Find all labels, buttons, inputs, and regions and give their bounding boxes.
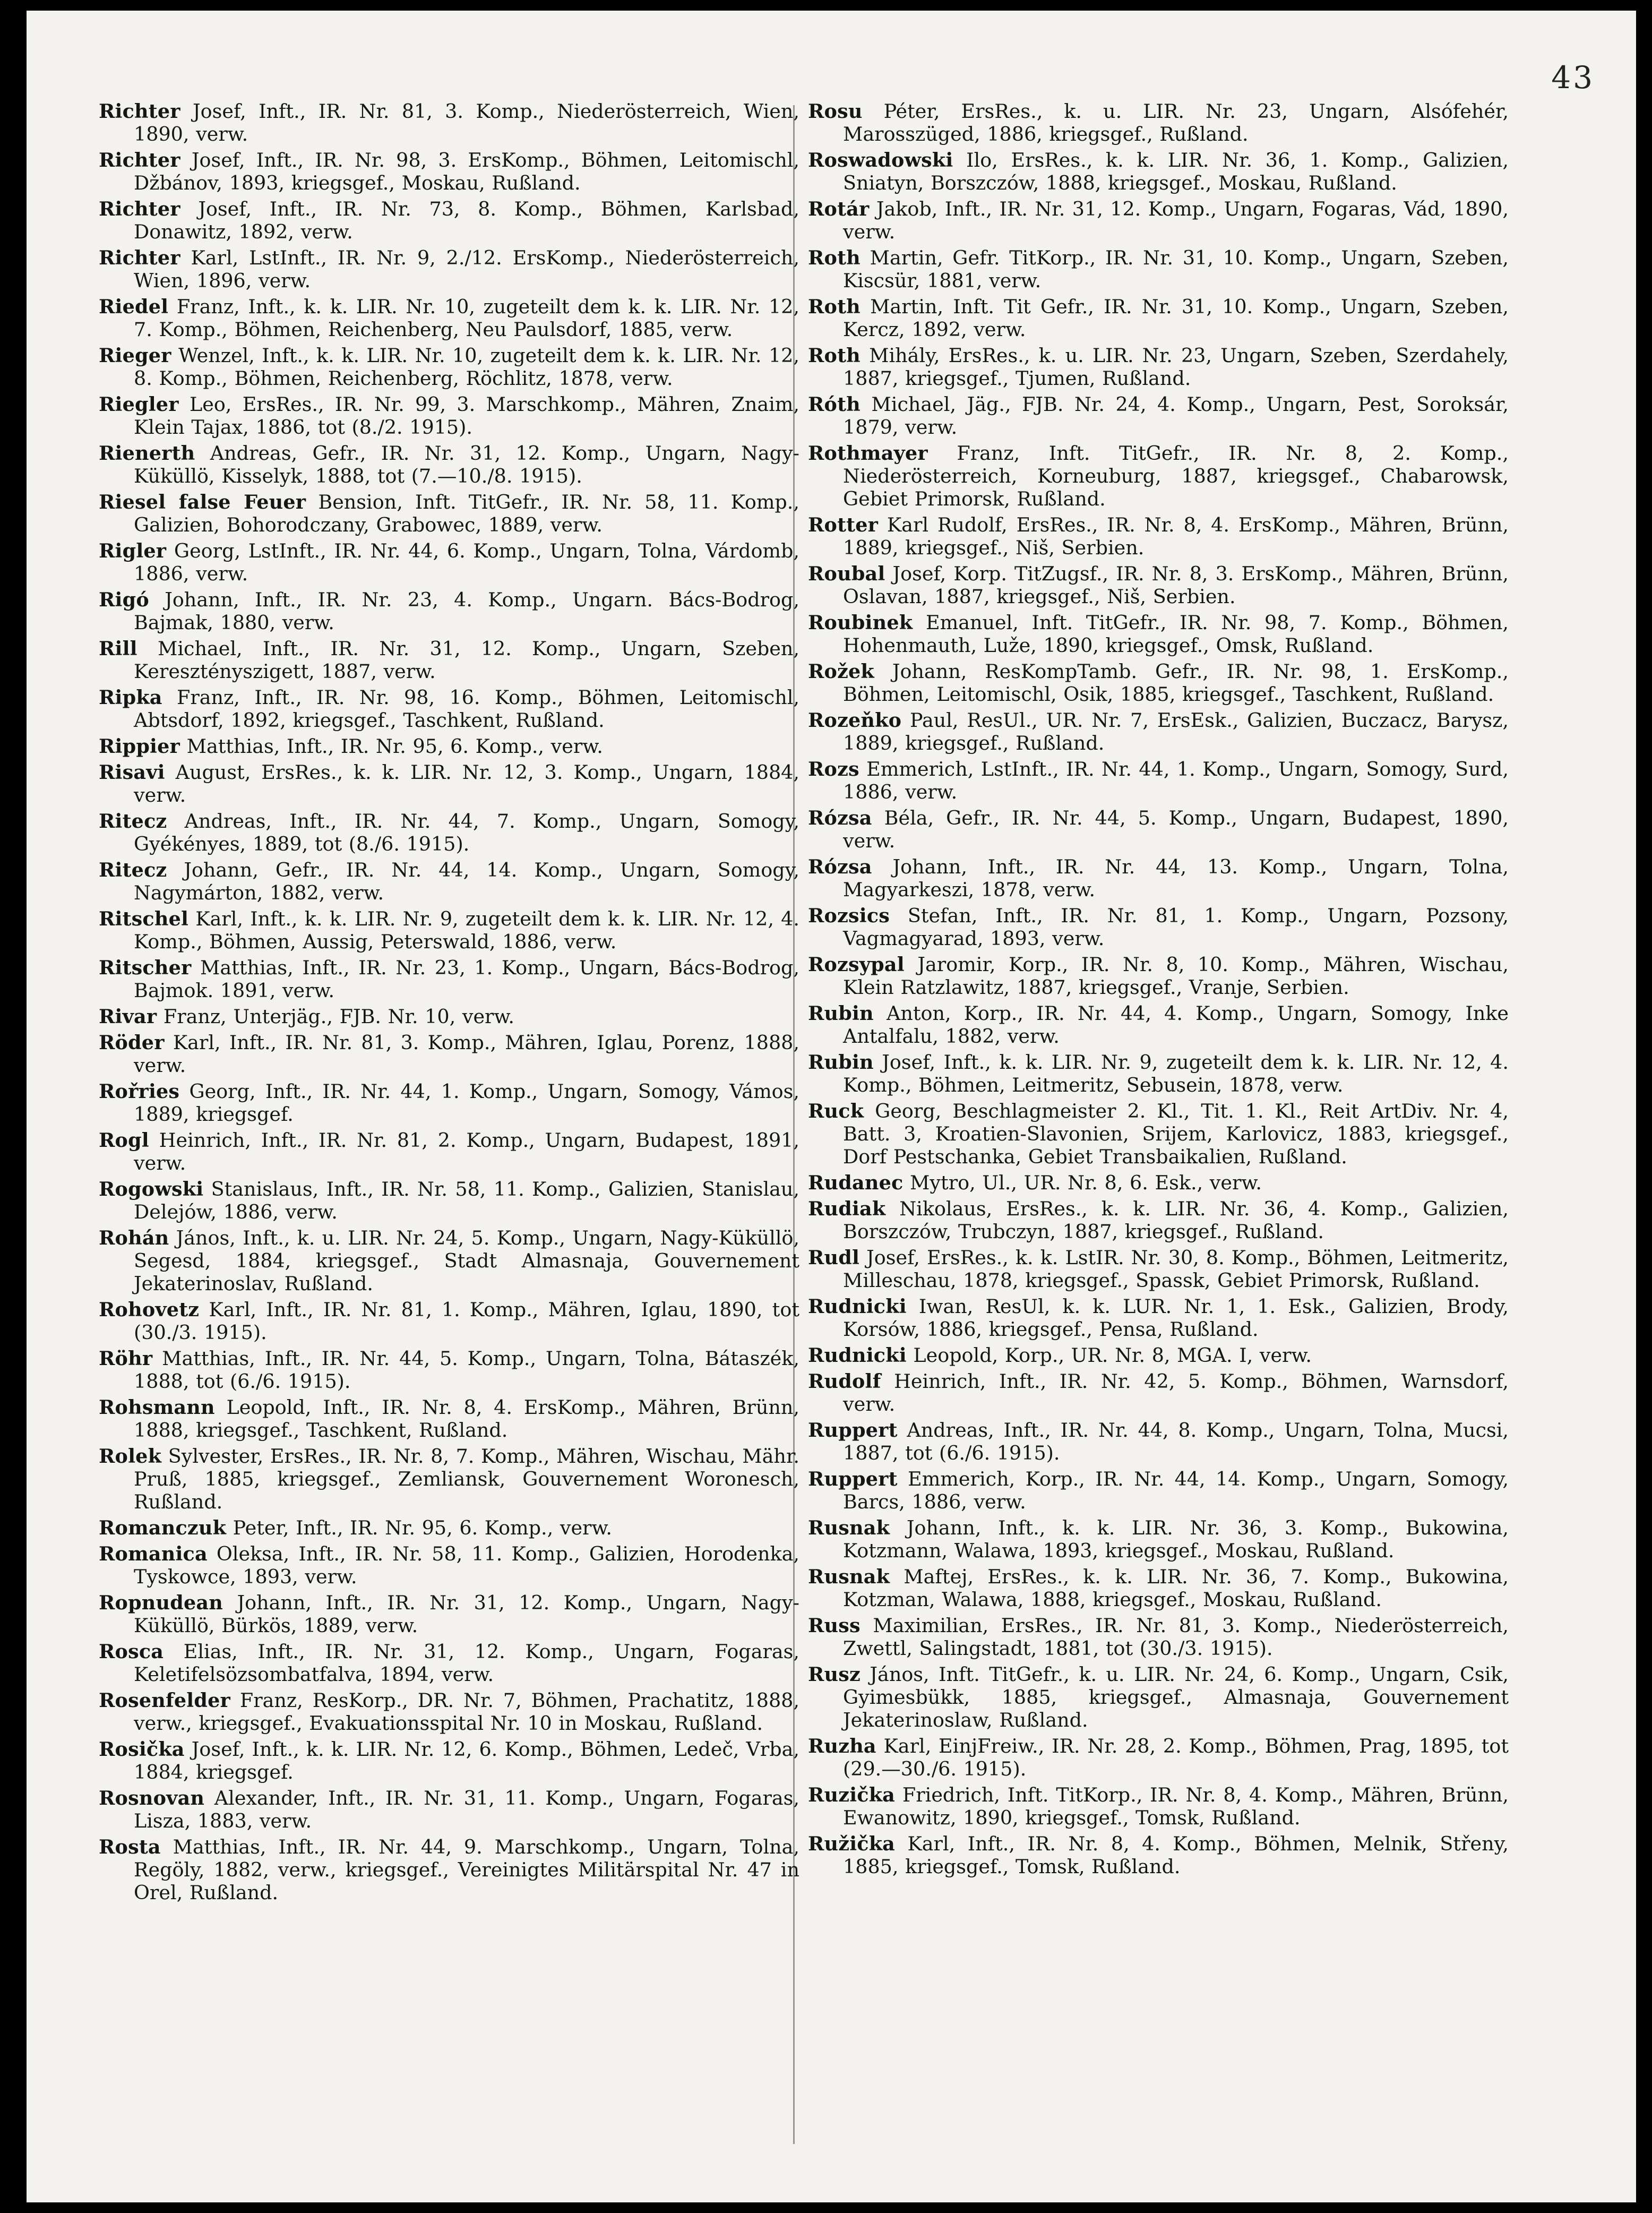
entry-surname: Ruzička [808,1783,896,1806]
entry-surname: Ritscher [99,956,192,979]
entry-surname: Ritecz [99,810,167,833]
entry-surname: Riedel [99,295,169,318]
entry-surname: Rosička [99,1738,185,1761]
entry-surname: Roth [808,246,861,269]
entry-surname: Rosta [99,1835,161,1858]
list-entry [99,1080,799,1126]
entry-details: Emmerich, LstInft., IR. Nr. 44, 1. Komp., Ungarn, Somogy, Surd, 1886, verw. [843,758,1509,803]
entry-details: Karl, EinjFreiw., IR. Nr. 28, 2. Komp., Böhmen, Prag, 1895, tot (29.—30./6. 1915). [843,1735,1509,1780]
list-entry [808,1002,1509,1048]
entry-surname: Róth [808,393,861,416]
list-entry [99,246,799,292]
entry-surname: Roth [808,344,861,367]
entry-surname: Richter [99,198,180,220]
entry-details: Mihály, ErsRes., k. u. LIR. Nr. 23, Ungarn, Szeben, Szerdahely, 1887, kriegsgef., Tjumen, Rußland. [843,344,1509,390]
entry-surname: Rudanec [808,1171,904,1194]
list-entry [99,1178,799,1223]
entry-surname: Roubal [808,562,885,585]
list-entry [808,100,1509,145]
right-column [808,100,1509,2160]
entry-details: Oleksa, Inft., IR. Nr. 58, 11. Komp., Galizien, Horodenka, Tyskowce, 1893, verw. [134,1542,799,1588]
list-entry [808,807,1509,852]
list-entry [99,1591,799,1637]
entry-surname: Roswadowski [808,149,953,171]
entry-details: Josef, Inft., IR. Nr. 73, 8. Komp., Böhmen, Karlsbad, Donawitz, 1892, verw. [134,198,799,243]
entry-surname: Ripka [99,686,162,709]
entry-surname: Röder [99,1031,165,1054]
list-entry [99,1542,799,1588]
entry-details: Johann, ResKompTamb. Gefr., IR. Nr. 98, 1. ErsKomp., Böhmen, Leitomischl, Osik, 1885, kriegsgef., Taschkent, Rußland. [843,660,1509,706]
entry-details: Andreas, Inft., IR. Nr. 44, 8. Komp., Ungarn, Tolna, Mucsi, 1887, tot (6./6. 1915). [843,1419,1509,1464]
entry-surname: Riesel false Feuer [99,491,306,513]
entry-details: Franz, Inft. TitGefr., IR. Nr. 8, 2. Komp., Niederösterreich, Korneuburg, 1887, kriegsgef., Chabarowsk, Gebiet Primorsk, Rußland. [843,442,1509,510]
entry-surname: Ruck [808,1100,864,1122]
entry-surname: Richter [99,149,180,171]
entry-details: Jaromir, Korp., IR. Nr. 8, 10. Komp., Mähren, Wischau, Klein Ratzlawitz, 1887, kriegsgef., Vranje, Serbien. [843,953,1509,999]
entry-surname: Rigó [99,588,149,611]
entry-surname: Riegler [99,393,179,416]
list-entry [808,1100,1509,1168]
list-entry [808,1246,1509,1292]
list-entry [808,611,1509,657]
entry-surname: Rogowski [99,1178,204,1200]
entry-surname: Rothmayer [808,442,928,465]
entry-details: Béla, Gefr., IR. Nr. 44, 5. Komp., Ungarn, Budapest, 1890, verw. [843,807,1509,852]
entry-details: Martin, Inft. Tit Gefr., IR. Nr. 31, 10. Komp., Ungarn, Szeben, Kercz, 1892, verw. [843,295,1509,341]
entry-details: Maximilian, ErsRes., IR. Nr. 81, 3. Komp., Niederösterreich, Zwettl, Salingstadt, 1881, tot (30./3. 1915). [843,1614,1509,1660]
entry-details: Jakob, Inft., IR. Nr. 31, 12. Komp., Ungarn, Fogaras, Vád, 1890, verw. [843,198,1509,243]
list-entry [808,393,1509,439]
entry-surname: Rozsics [808,904,890,927]
entry-surname: Rózsa [808,807,872,829]
list-entry [99,859,799,904]
list-entry [808,1516,1509,1562]
entry-details: János, Inft., k. u. LIR. Nr. 24, 5. Komp., Ungarn, Nagy-Küküllö, Segesd, 1884, kriegsgef., Stadt Almasnaja, Gouvernement Jekaterinoslav, Rußland. [134,1226,799,1295]
entry-surname: Risavi [99,761,165,784]
entry-details: Matthias, Inft., IR. Nr. 44, 9. Marschkomp., Ungarn, Tolna, Regöly, 1882, verw., kriegsgef., Vereinigtes Militärspital Nr. 47 in Orel, Rußland. [134,1835,799,1904]
entry-surname: Rohsmann [99,1396,215,1419]
entry-surname: Rusnak [808,1565,890,1588]
list-entry [99,295,799,341]
list-entry [99,1787,799,1832]
entry-details: Johann, Inft., k. k. LIR. Nr. 36, 3. Komp., Bukowina, Kotzmann, Walawa, 1893, kriegsgef., Moskau, Rußland. [843,1516,1509,1562]
list-entry [808,1344,1509,1367]
entry-details: Michael, Jäg., FJB. Nr. 24, 4. Komp., Ungarn, Pest, Soroksár, 1879, verw. [843,393,1509,439]
entry-surname: Rippier [99,735,180,758]
entry-details: Martin, Gefr. TitKorp., IR. Nr. 31, 10. Komp., Ungarn, Szeben, Kiscsür, 1881, verw. [843,246,1509,292]
entry-surname: Rosenfelder [99,1689,230,1712]
entry-surname: Rieger [99,344,171,367]
list-entry [808,149,1509,194]
entry-surname: Richter [99,246,180,269]
entry-surname: Rožek [808,660,874,683]
entry-details: Leopold, Inft., IR. Nr. 8, 4. ErsKomp., Mähren, Brünn, 1888, kriegsgef., Taschkent, Rußland. [134,1396,799,1442]
entry-surname: Rosca [99,1640,164,1663]
entry-details: Franz, ResKorp., DR. Nr. 7, Böhmen, Prachatitz, 1888, verw., kriegsgef., Evakuationsspital Nr. 10 in Moskau, Rußland. [134,1689,799,1735]
entry-details: Georg, Inft., IR. Nr. 44, 1. Komp., Ungarn, Somogy, Vámos, 1889, kriegsgef. [134,1080,799,1126]
entry-surname: Romanczuk [99,1516,227,1539]
list-entry [99,491,799,536]
list-entry [99,1129,799,1174]
entry-details: Josef, Inft., IR. Nr. 81, 3. Komp., Niederösterreich, Wien, 1890, verw. [134,100,799,145]
entry-details: Nikolaus, ErsRes., k. k. LIR. Nr. 36, 4. Komp., Galizien, Borszczów, Trubczyn, 1887, kriegsgef., Rußland. [843,1197,1509,1243]
entry-details: Stefan, Inft., IR. Nr. 81, 1. Komp., Ungarn, Pozsony, Vagmagyarad, 1893, verw. [843,904,1509,950]
entry-surname: Ružička [808,1832,896,1855]
entry-surname: Rudolf [808,1370,881,1393]
list-entry [808,709,1509,754]
entry-details: Maftej, ErsRes., k. k. LIR. Nr. 36, 7. Komp., Bukowina, Kotzman, Walawa, 1888, kriegsgef., Moskau, Rußland. [843,1565,1509,1611]
entry-details: Franz, Unterjäg., FJB. Nr. 10, verw. [157,1005,515,1028]
entry-details: János, Inft. TitGefr., k. u. LIR. Nr. 24, 6. Komp., Ungarn, Csik, Gyimesbükk, 1885, kriegsgef., Almasnaja, Gouvernement Jekaterinoslaw, Rußland. [843,1663,1509,1731]
list-entry [808,1051,1509,1096]
entry-surname: Russ [808,1614,861,1637]
entry-details: Heinrich, Inft., IR. Nr. 42, 5. Komp., Böhmen, Warnsdorf, verw. [843,1370,1509,1416]
entry-details: Johann, Inft., IR. Nr. 23, 4. Komp., Ungarn. Bács-Bodrog, Bajmak, 1880, verw. [134,588,799,634]
list-entry [808,1735,1509,1780]
entry-surname: Rotár [808,198,870,220]
entry-details: Mytro, Ul., UR. Nr. 8, 6. Esk., verw. [903,1171,1262,1194]
entry-details: Karl, LstInft., IR. Nr. 9, 2./12. ErsKomp., Niederösterreich, Wien, 1896, verw. [134,246,799,292]
entry-surname: Roubinek [808,611,913,634]
entry-details: Peter, Inft., IR. Nr. 95, 6. Komp., verw. [226,1516,613,1539]
entry-details: Franz, Inft., k. k. LIR. Nr. 10, zugeteilt dem k. k. LIR. Nr. 12, 7. Komp., Böhmen, Reichenberg, Neu Paulsdorf, 1885, verw. [134,295,799,341]
list-entry [99,1640,799,1686]
list-entry [808,1171,1509,1194]
left-column [99,100,799,2160]
list-entry [99,1516,799,1539]
entry-surname: Rotter [808,513,879,536]
entry-details: Karl, Inft., IR. Nr. 8, 4. Komp., Böhmen, Melnik, Střeny, 1885, kriegsgef., Tomsk, Rußland. [843,1832,1509,1878]
list-entry [808,1419,1509,1464]
list-entry [99,1031,799,1077]
entry-surname: Rudl [808,1246,860,1269]
entry-details: Georg, Beschlagmeister 2. Kl., Tit. 1. Kl., Reit ArtDiv. Nr. 4, Batt. 3, Kroatien-Slavonien, Srijem, Karlovicz, 1883, kriegsgef., Dorf Pestschanka, Gebiet Transbaikalien, Rußland. [843,1100,1509,1168]
list-entry [808,855,1509,901]
list-entry [808,1663,1509,1731]
list-entry [99,198,799,243]
list-entry [808,198,1509,243]
entry-details: Josef, Korp. TitZugsf., IR. Nr. 8, 3. ErsKomp., Mähren, Brünn, Oslavan, 1887, kriegsgef., Niš, Serbien. [843,562,1509,608]
entry-details: Bension, Inft. TitGefr., IR. Nr. 58, 11. Komp., Galizien, Bohorodczany, Grabowec, 1889, verw. [134,491,799,536]
entry-details: Alexander, Inft., IR. Nr. 31, 11. Komp., Ungarn, Fogaras, Lisza, 1883, verw. [134,1787,799,1832]
list-entry [808,1468,1509,1513]
entry-details: Josef, Inft., IR. Nr. 98, 3. ErsKomp., Böhmen, Leitomischl, Džbánov, 1893, kriegsgef., Moskau, Rußland. [134,149,799,194]
entry-surname: Rozsypal [808,953,905,976]
entry-details: Elias, Inft., IR. Nr. 31, 12. Komp., Ungarn, Fogaras, Keletifelsözsombatfalva, 1894, verw. [134,1640,799,1686]
list-entry [99,1396,799,1442]
entry-surname: Ropnudean [99,1591,223,1614]
entry-surname: Rudnicki [808,1295,907,1318]
entry-details: Franz, Inft., IR. Nr. 98, 16. Komp., Böhmen, Leitomischl, Abtsdorf, 1892, kriegsgef., Taschkent, Rußland. [134,686,799,732]
entry-surname: Rudnicki [808,1344,907,1367]
list-entry [808,1783,1509,1829]
entry-details: Wenzel, Inft., k. k. LIR. Nr. 10, zugeteilt dem k. k. LIR. Nr. 12, 8. Komp., Böhmen, Reichenberg, Röchlitz, 1878, verw. [134,344,799,390]
list-entry [99,393,799,439]
list-entry [99,149,799,194]
entry-surname: Richter [99,100,180,123]
entry-details: Johann, Inft., IR. Nr. 44, 13. Komp., Ungarn, Tolna, Magyarkeszi, 1878, verw. [843,855,1509,901]
entry-details: Paul, ResUl., UR. Nr. 7, ErsEsk., Galizien, Buczacz, Barysz, 1889, kriegsgef., Rußland. [843,709,1509,754]
entry-surname: Rogl [99,1129,149,1152]
entry-surname: Ruzha [808,1735,876,1757]
entry-details: Karl, Inft., k. k. LIR. Nr. 9, zugeteilt dem k. k. LIR. Nr. 12, 4. Komp., Böhmen, Aussig, Peterswald, 1886, verw. [134,907,799,953]
entry-surname: Roth [808,295,861,318]
entry-details: Josef, Inft., k. k. LIR. Nr. 9, zugeteilt dem k. k. LIR. Nr. 12, 4. Komp., Böhmen, Leitmeritz, Sebusein, 1878, verw. [843,1051,1509,1096]
entry-surname: Rosnovan [99,1787,205,1809]
list-entry [808,1370,1509,1416]
list-entry [99,1835,799,1904]
entry-surname: Rigler [99,539,167,562]
list-entry [99,761,799,807]
page-number: 43 [1551,59,1595,96]
entry-surname: Rudiak [808,1197,886,1220]
entry-details: Emanuel, Inft. TitGefr., IR. Nr. 98, 7. Komp., Böhmen, Hohenmauth, Luže, 1890, kriegsgef., Omsk, Rußland. [843,611,1509,657]
list-entry [99,539,799,585]
list-entry [99,810,799,855]
entry-details: Josef, ErsRes., k. k. LstIR. Nr. 30, 8. Komp., Böhmen, Leitmeritz, Milleschau, 1878, kriegsgef., Spassk, Gebiet Primorsk, Rußland. [843,1246,1509,1292]
entry-details: Ilo, ErsRes., k. k. LIR. Nr. 36, 1. Komp., Galizien, Sniatyn, Borszczów, 1888, kriegsgef., Moskau, Rußland. [843,149,1509,194]
entry-details: Michael, Inft., IR. Nr. 31, 12. Komp., Ungarn, Szeben, Keresztényszigett, 1887, verw. [134,637,799,683]
entry-surname: Rozs [808,758,859,780]
list-entry [808,1295,1509,1341]
list-entry [808,660,1509,706]
entry-details: Matthias, Inft., IR. Nr. 23, 1. Komp., Ungarn, Bács-Bodrog, Bajmok. 1891, verw. [134,956,799,1002]
entry-surname: Ruppert [808,1468,898,1490]
entry-details: Johann, Inft., IR. Nr. 31, 12. Komp., Ungarn, Nagy-Küküllö, Bürkös, 1889, verw. [134,1591,799,1637]
entry-details: Karl Rudolf, ErsRes., IR. Nr. 8, 4. ErsKomp., Mähren, Brünn, 1889, kriegsgef., Niš, Serbien. [843,513,1509,559]
list-entry [808,758,1509,803]
entry-details: Emmerich, Korp., IR. Nr. 44, 14. Komp., Ungarn, Somogy, Barcs, 1886, verw. [843,1468,1509,1513]
entry-details: Johann, Gefr., IR. Nr. 44, 14. Komp., Ungarn, Somogy, Nagymárton, 1882, verw. [134,859,799,904]
list-entry [99,956,799,1002]
list-entry [99,907,799,953]
list-entry [808,562,1509,608]
list-entry [99,1689,799,1735]
entry-surname: Rózsa [808,855,872,878]
entry-details: Matthias, Inft., IR. Nr. 44, 5. Komp., Ungarn, Tolna, Bátaszék, 1888, tot (6./6. 1915). [134,1347,799,1393]
list-entry [808,904,1509,950]
entry-surname: Rubin [808,1051,874,1074]
list-entry [808,442,1509,510]
entry-surname: Rubin [808,1002,874,1025]
list-entry [99,1226,799,1295]
list-entry [808,295,1509,341]
list-entry [808,1197,1509,1243]
list-entry [808,1832,1509,1878]
list-entry [99,588,799,634]
entry-details: Leopold, Korp., UR. Nr. 8, MGA. I, verw. [906,1344,1312,1367]
list-entry [808,246,1509,292]
entry-surname: Rivar [99,1005,157,1028]
list-entry [808,1614,1509,1660]
entry-details: Iwan, ResUl, k. k. LUR. Nr. 1, 1. Esk., Galizien, Brody, Korsów, 1886, kriegsgef., Pensa, Rußland. [843,1295,1509,1341]
list-entry [808,513,1509,559]
entry-surname: Rill [99,637,137,660]
entry-details: Josef, Inft., k. k. LIR. Nr. 12, 6. Komp., Böhmen, Ledeč, Vrba, 1884, kriegsgef. [134,1738,799,1783]
list-entry [99,686,799,732]
entry-surname: Rohán [99,1226,169,1249]
entry-details: Anton, Korp., IR. Nr. 44, 4. Komp., Ungarn, Somogy, Inke Antalfalu, 1882, verw. [843,1002,1509,1048]
entry-surname: Rohovetz [99,1298,200,1321]
entry-details: Andreas, Inft., IR. Nr. 44, 7. Komp., Ungarn, Somogy, Gyékényes, 1889, tot (8./6. 1915). [134,810,799,855]
list-entry [99,1005,799,1028]
entry-surname: Rusz [808,1663,861,1686]
document-page [27,11,1636,2202]
entry-details: Friedrich, Inft. TitKorp., IR. Nr. 8, 4. Komp., Mähren, Brünn, Ewanowitz, 1890, kriegsgef., Tomsk, Rußland. [843,1783,1509,1829]
list-entry [99,1347,799,1393]
list-entry [99,1298,799,1344]
entry-details: Péter, ErsRes., k. u. LIR. Nr. 23, Ungarn, Alsófehér, Marosszüged, 1886, kriegsgef., Rußland. [843,100,1509,145]
entry-details: Karl, Inft., IR. Nr. 81, 3. Komp., Mähren, Iglau, Porenz, 1888, verw. [134,1031,799,1077]
entry-surname: Ruppert [808,1419,898,1442]
entry-surname: Ritecz [99,859,167,881]
entry-details: Matthias, Inft., IR. Nr. 95, 6. Komp., verw. [179,735,603,758]
entry-details: Heinrich, Inft., IR. Nr. 81, 2. Komp., Ungarn, Budapest, 1891, verw. [134,1129,799,1174]
entry-details: Stanislaus, Inft., IR. Nr. 58, 11. Komp., Galizien, Stanislau, Delejów, 1886, verw. [134,1178,799,1223]
entry-details: Andreas, Gefr., IR. Nr. 31, 12. Komp., Ungarn, Nagy-Küküllö, Kisselyk, 1888, tot (7.—10./8. 1915). [134,442,799,487]
list-entry [99,1445,799,1513]
list-entry [99,1738,799,1783]
list-entry [99,637,799,683]
list-entry [99,344,799,390]
entry-surname: Ritschel [99,907,189,930]
entry-surname: Romanica [99,1542,208,1565]
list-entry [808,344,1509,390]
entry-details: Leo, ErsRes., IR. Nr. 99, 3. Marschkomp., Mähren, Znaim, Klein Tajax, 1886, tot (8./2. 1915). [134,393,799,439]
entry-details: Sylvester, ErsRes., IR. Nr. 8, 7. Komp., Mähren, Wischau, Mähr. Pruß, 1885, kriegsgef., Zemliansk, Gouvernement Woronesch, Rußland. [134,1445,799,1513]
entry-details: Karl, Inft., IR. Nr. 81, 1. Komp., Mähren, Iglau, 1890, tot (30./3. 1915). [134,1298,799,1344]
entry-surname: Rusnak [808,1516,890,1539]
entry-details: Georg, LstInft., IR. Nr. 44, 6. Komp., Ungarn, Tolna, Várdomb, 1886, verw. [134,539,799,585]
list-entry [99,735,799,758]
entry-surname: Rozeňko [808,709,902,732]
entry-surname: Rořries [99,1080,180,1103]
list-entry [808,1565,1509,1611]
entry-surname: Röhr [99,1347,153,1370]
list-entry [99,442,799,487]
entry-surname: Rosu [808,100,863,123]
entry-details: August, ErsRes., k. k. LIR. Nr. 12, 3. Komp., Ungarn, 1884, verw. [134,761,799,807]
entry-surname: Rienerth [99,442,195,465]
list-entry [808,953,1509,999]
entry-surname: Rolek [99,1445,162,1468]
list-entry [99,100,799,145]
